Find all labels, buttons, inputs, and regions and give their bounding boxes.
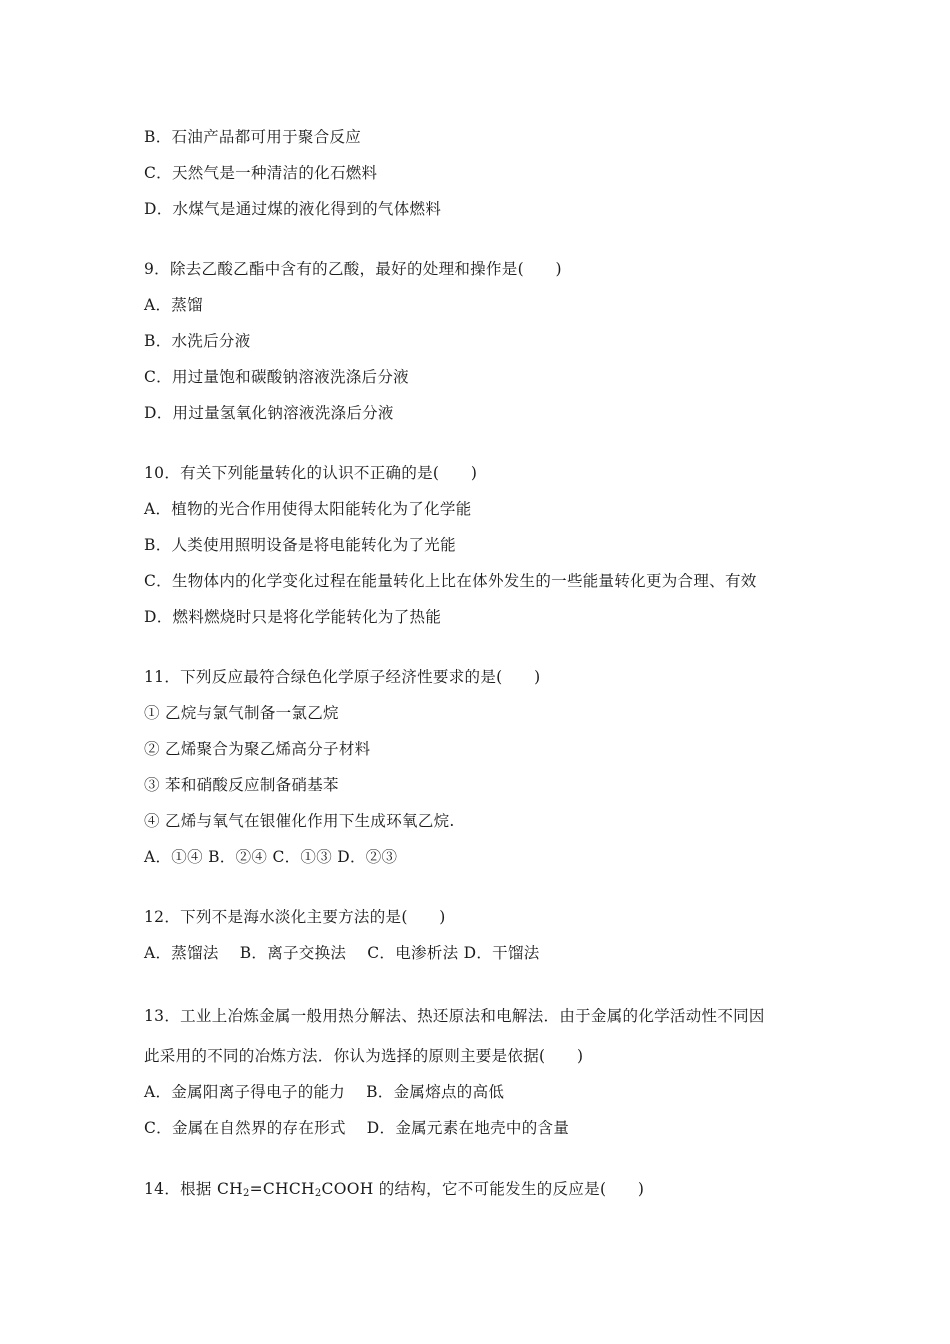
q11-stem: 11．下列反应最符合绿色化学原子经济性要求的是( ) [144, 668, 541, 686]
q11-statement-4: ④ 乙烯与氧气在银催化作用下生成环氧乙烷. [144, 812, 455, 830]
q11-statement-3: ③ 苯和硝酸反应制备硝基苯 [144, 776, 339, 794]
q14-subscript-1: 2 [242, 1188, 250, 1199]
q10-option-d: D．燃料燃烧时只是将化学能转化为了热能 [144, 608, 442, 626]
q14-stem-start: 14．根据 CH [144, 1180, 243, 1198]
q13-stem-line-2: 此采用的不同的冶炼方法．你认为选择的原则主要是依据( ) [144, 1047, 584, 1065]
q10-stem: 10．有关下列能量转化的认识不正确的是( ) [144, 464, 478, 482]
q14-stem-mid: =CHCH [249, 1180, 315, 1198]
q9-option-c: C．用过量饱和碳酸钠溶液洗涤后分液 [144, 368, 409, 386]
q14-stem [144, 1178, 644, 1200]
q10-option-b: B．人类使用照明设备是将电能转化为了光能 [144, 536, 456, 554]
q9-option-d: D．用过量氢氧化钠溶液洗涤后分液 [144, 404, 394, 422]
q10-option-c: C．生物体内的化学变化过程在能量转化上比在体外发生的一些能量转化更为合理、有效 [144, 572, 757, 590]
q8-option-d: D．水煤气是通过煤的液化得到的气体燃料 [144, 200, 442, 218]
q13-stem-line-1: 13．工业上冶炼金属一般用热分解法、热还原法和电解法．由于金属的化学活动性不同因 [144, 1007, 765, 1025]
q12-options: A．蒸馏法 B．离子交换法 C．电渗析法 D．干馏法 [144, 944, 540, 962]
q14-subscript-2: 2 [314, 1188, 322, 1199]
q8-option-b: B．石油产品都可用于聚合反应 [144, 128, 362, 146]
q11-options: A．①④ B．②④ C．①③ D．②③ [144, 848, 398, 866]
q12-stem: 12．下列不是海水淡化主要方法的是( ) [144, 908, 446, 926]
q13-options-cd: C．金属在自然界的存在形式 D．金属元素在地壳中的含量 [144, 1119, 570, 1137]
q9-stem: 9．除去乙酸乙酯中含有的乙酸，最好的处理和操作是( ) [144, 260, 562, 278]
q8-option-c: C．天然气是一种清洁的化石燃料 [144, 164, 378, 182]
q13-options-ab: A．金属阳离子得电子的能力 B．金属熔点的高低 [144, 1083, 505, 1101]
q11-statement-2: ② 乙烯聚合为聚乙烯高分子材料 [144, 740, 371, 758]
q10-option-a: A．植物的光合作用使得太阳能转化为了化学能 [144, 500, 472, 518]
q14-stem-end: COOH 的结构，它不可能发生的反应是( ) [321, 1180, 645, 1198]
q11-statement-1: ① 乙烷与氯气制备一氯乙烷 [144, 704, 339, 722]
q9-option-a: A．蒸馏 [144, 296, 203, 314]
q9-option-b: B．水洗后分液 [144, 332, 251, 350]
